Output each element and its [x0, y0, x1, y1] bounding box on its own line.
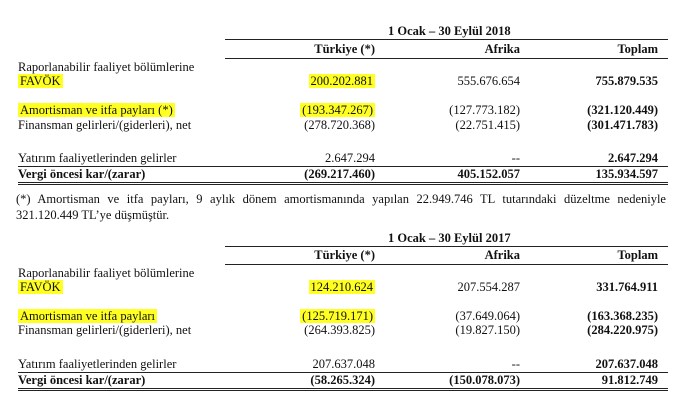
- total-rule: [18, 388, 668, 389]
- cell-turkiye: 207.637.048: [312, 357, 375, 371]
- cell-toplam: (284.220.975): [587, 323, 658, 337]
- cell-turkiye: 124.210.624: [310, 280, 373, 294]
- cell-afrika: (19.827.150): [455, 323, 520, 337]
- row-label: Yatırım faaliyetlerinden gelirler: [18, 357, 177, 371]
- row-label: Raporlanabilir faaliyet bölümlerine: [18, 60, 195, 74]
- total-rule: [18, 182, 668, 183]
- total-rule: [18, 184, 668, 185]
- row-label: Finansman gelirleri/(giderleri), net: [18, 323, 192, 337]
- col-header-afrika: Afrika: [484, 248, 520, 262]
- period-header-2018: 1 Ocak – 30 Eylül 2018: [388, 24, 511, 38]
- footnote: (*) Amortisman ve itfa payları, 9 aylık dönem amortismanında yapılan 22.949.746 TL tutarındaki düzeltme nedeniyle 321.120.449 TL’ye düşmüştür.: [16, 192, 666, 222]
- cell-turkiye: (125.719.171): [302, 309, 373, 323]
- favok-label: FAVÖK: [20, 280, 61, 294]
- cell-turkiye: 200.202.881: [310, 74, 373, 88]
- row-label: Vergi öncesi kar/(zarar): [18, 373, 146, 387]
- cell-turkiye: 2.647.294: [325, 151, 375, 165]
- cell-turkiye: (193.347.267): [302, 103, 373, 117]
- cell-toplam: 331.764.911: [596, 280, 658, 294]
- row-label: Raporlanabilir faaliyet bölümlerine: [18, 266, 195, 280]
- col-header-toplam: Toplam: [617, 248, 658, 262]
- cell-toplam: 755.879.535: [595, 74, 658, 88]
- header-rule: [225, 264, 668, 265]
- cell-afrika: (37.649.064): [455, 309, 520, 323]
- period-header-2017: 1 Ocak – 30 Eylül 2017: [388, 231, 511, 245]
- row-label: [18, 74, 63, 89]
- row-label: Finansman gelirleri/(giderleri), net: [18, 118, 192, 132]
- cell-toplam: (321.120.449): [587, 103, 658, 117]
- header-rule: [225, 39, 668, 40]
- row-label: Yatırım faaliyetlerinden gelirler: [18, 151, 177, 165]
- cell-afrika: (22.751.415): [455, 118, 520, 132]
- favok-label: FAVÖK: [20, 74, 61, 88]
- cell-afrika: 405.152.057: [457, 167, 520, 181]
- col-header-afrika: Afrika: [484, 42, 520, 56]
- cell-toplam: (301.471.783): [587, 118, 658, 132]
- row-label: Amortisman ve itfa payları (*): [20, 103, 173, 117]
- cell-turkiye: (278.720.368): [304, 118, 375, 132]
- cell-toplam: 135.934.597: [595, 167, 658, 181]
- total-rule: [18, 390, 668, 391]
- cell-afrika: --: [511, 151, 520, 165]
- col-header-toplam: Toplam: [617, 42, 658, 56]
- cell-afrika: --: [511, 357, 520, 371]
- cell-afrika: (150.078.073): [449, 373, 520, 387]
- cell-toplam: 207.637.048: [595, 357, 658, 371]
- col-header-turkiye: Türkiye (*): [314, 42, 375, 56]
- header-rule: [225, 246, 668, 247]
- cell-afrika: 207.554.287: [457, 280, 520, 294]
- row-label: [18, 280, 63, 295]
- row-label: Amortisman ve itfa payları: [20, 309, 156, 323]
- cell-turkiye: (58.265.324): [310, 373, 375, 387]
- col-header-turkiye: Türkiye (*): [314, 248, 375, 262]
- cell-toplam: 2.647.294: [608, 151, 658, 165]
- cell-turkiye: (269.217.460): [304, 167, 375, 181]
- cell-afrika: 555.676.654: [457, 74, 520, 88]
- row-label: Vergi öncesi kar/(zarar): [18, 167, 146, 181]
- header-rule: [225, 58, 668, 59]
- cell-afrika: (127.773.182): [449, 103, 520, 117]
- cell-toplam: (163.368.235): [587, 309, 658, 323]
- cell-turkiye: (264.393.825): [304, 323, 375, 337]
- cell-toplam: 91.812.749: [601, 373, 658, 387]
